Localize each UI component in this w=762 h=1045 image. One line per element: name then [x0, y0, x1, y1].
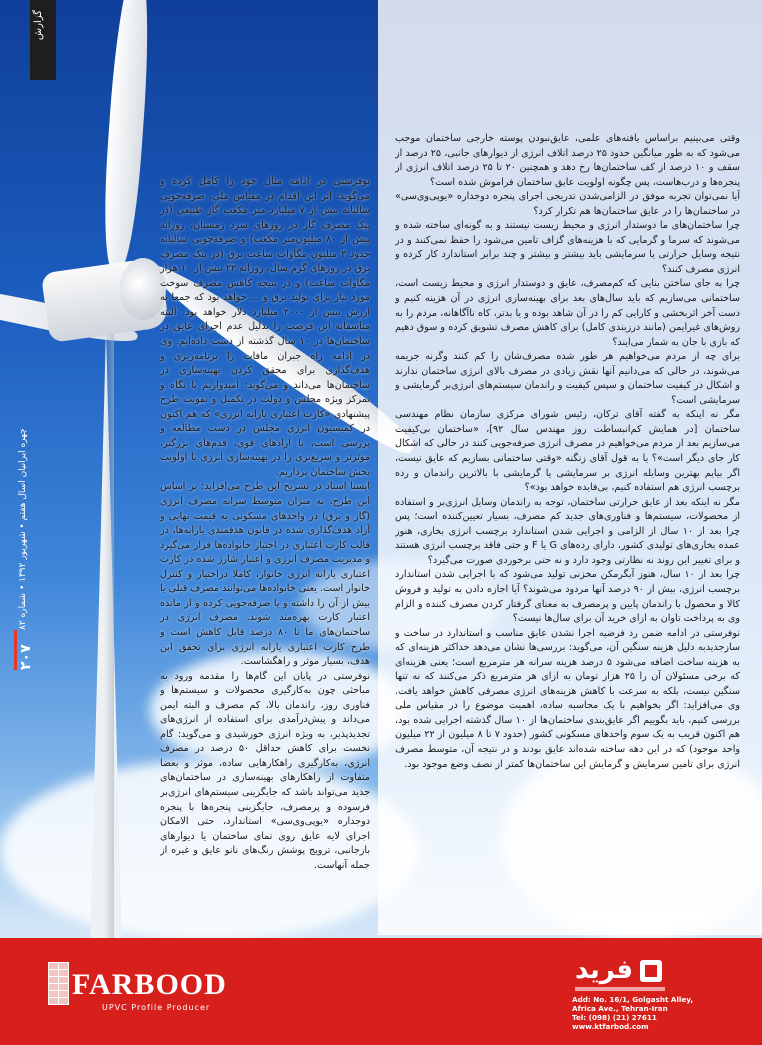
turbine-tower-shade [104, 330, 114, 950]
issue-side-label: چهره ایرانیان اسال هفتم • شهریور ۱۳۹۲ • شماره ۸۲ [18, 428, 28, 630]
paragraph: مگر نه اینکه بعد از عایق حرارتی ساختمان، توجه به راندمان وسایل انرژی‌بر و استفاده از محصولات، سیستم‌ها و فناوری‌های جدید کم مصرف، بسیار تعیین‌کننده است؛ پس چرا بعد از ۱۰ سال از الزامی و اجرایی شدن استاندارد برچسب انرژی بخاری، هنوز عمده بخاری‌های تولیدی کشور، دارای رده‌های G یا F و حتی فاقد برچسب انرژی هستند و برای تغییر این روند نه نظارتی وجود دارد و نه حتی برخوردی صورت می‌گیرد؟ [395, 496, 740, 566]
turbine-blade [99, 0, 155, 271]
paragraph: چرا بعد از ۱۰ سال، هنوز آبگرمکن مخزنی تولید می‌شود که با اجرایی شدن استاندارد برچسب انرژی، بیش از ۹۰ درصد آنها مردود می‌شوند؟ آیا اجازه دادن به تولید و فروش کالا و محصول با راندمان پایین و پرمصرف به معنای گرفتار کردن مصرف کننده و الزام وی به پرداخت تاوان به ازای خرید آن برای سال‌ها نیست؟ [395, 569, 740, 625]
paragraph: مگر نه اینکه به گفته آقای ترکان، رئیس شورای مرکزی سازمان نظام مهندسی ساختمان [در همایش کم‌انبساطت روز مهندس سال ۹۲]، «ساختمان بی‌کیفیت می‌سازیم بعد از مردم می‌خواهیم در مصرف انرژی صرفه‌جویی کنند در حالی که اشکال کار جای دیگر است»؟ یا به قول آقای زنگنه «وقتی ساختمانی بسازیم که عایق نیست، اگر بیایم بهترین وسایله انرژی بر سرمایشی یا گرمایشی با بالاترین راندمان و رده برچسب انرژی هم استفاده کنیم، بی‌فایده خواهد بود»؟ [395, 409, 740, 494]
paragraph: نوفرستی در ادامه مثال خود را کامل کرده و می‌گوید: اثر این اقدام در مقیاس ملی، صرفه‌جویی سالیانه بیش از ۷ میلیارد متر مکعب گاز طبیعی (در پیک مصرف گاز در روزهای سرد زمستان، روزانه بیش از ۸۰ میلیون‌متر مکعب) و صرفه‌جویی سالیانه حدود ۲ میلیون مگاوات ساعت برق (در پیک مصرف برق در روزهای گرم سال، روزانه ۲۲ بیش از ۱۰ هزار مگاوات ساعت) و در نتیجه کاهش مصرف سوخت مورد نیاز برای تولید برق و ... خواهد بود که جمعا به ارزش بیش از ۲۰۰۰ میلیارد دلار خواهد بود. البته متاسفانه این فرصت را بدلیل عدم اجرای عایق در ساختمان‌ها در ۱۰ سال گذشته از دست داده‌ایم. وی در ادامه راه جبران مافات را برنامه‌ریزی و هدف‌گذاری برای محقق کردن بهینه‌سازی در ساختمان‌ها می‌داند و می‌گوید: امیدواریم با نگاه و تمرکز ویژه مجلس و دولت در تکمیل و تقویت طرح پیشنهادی «کارت اعتباری یارانه انرژی» که هم اکنون در کمیسیون انرژی مجلس در دست مطالعه و بررسی است، با ارادهای قوی، قدم‌های بزرگتر، موثرتر و سریع‌تری را در بهینه‌سازی انرژی با اولویت بخش ساختمان برداریم. [160, 176, 370, 478]
page-number-accent [14, 630, 17, 670]
address-line: Tel: (098) (21) 27611 [572, 1013, 657, 1022]
section-tab [30, 0, 56, 80]
left-column-text [160, 175, 370, 935]
right-column-text [395, 132, 740, 928]
paragraph: ایسنا استاد در تشریح این طرح می‌افزاید: بر اساس این طرح، به میزان متوسط سرانه مصرف انرژی (گاز و برق) در واحدهای مسکونی به قیمت نهایی و آزاد هدف‌گذاری شده در قانون هدفمندی یارانه‌ها، در قالب کارت اعتباری در اختیار خانواده‌ها قرار می‌گیرد و مدیریت مصرف انرژی و اعتبار شارژ شده در کارت اعتباری یارانه انرژی خانوار، کاملا دراختیار و کنترل خانوار است. یعنی خانواده‌ها می‌توانند مصرف قبلی یا بیش از آن را داشته و یا صرفه‌جویی کرده و از مانده اعتبار کارت بهره‌مند شوند. مصرف انرژی در ساختمان‌های ما تا ۸۰ درصد قابل کاهش است و طرح کارت اعتباری یارانه انرژی برای تحقق این هدف، بسیار موثر و راهگشاست. [160, 481, 370, 668]
page-number: ۲۰۷ [18, 644, 34, 670]
paragraph: چرا ساختمان‌های ما دوستدار انرژی و محیط زیست نیستند و به گونه‌ای ساخته شده و می‌شوند که سرما و گرمایی که با هزینه‌های گزاف تامین می‌شود را حفظ نمی‌کنند و در نتیجه وسایل حرارتی یا سرمایشی باید بیشتر و بیشتر و چند برابر استاندارد کار کرده و انرژی مصرف کنند؟ [395, 220, 740, 275]
paragraph: چرا به جای ساختن بنایی که کم‌مصرف، عایق و دوستدار انرژی و محیط زیست است، ساختمانی می‌سازیم که باید سال‌های بعد برای بهینه‌سازی انرژی در آن هزینه کنیم و دست آخر اثربخشی و کارایی کم را در آن شاهد بوده و یا بدتر، کاه ناآگاهانه، مردم را به روش‌های غیرایمن (مانند درزبندی کامل) برای کاهش مصرف تشویق کرده و سوق دهیم که بازی با جان به شمار می‌ایند؟ [395, 278, 740, 348]
address-line: Add: No. 16/1, Golgasht Alley, [572, 995, 694, 1004]
paragraph: برای چه از مردم می‌خواهیم هر طور شده مصرف‌شان را کم کنند وگرنه جریمه می‌شوند، در حالی که می‌دانیم آنها نقش زیادی در مصرف بالای انرژی ساختمان ندارند و اشکال در کیفیت ساختمان و سپس کیفیت و راندمان سیستم‌های انرژی‌بر گرمایشی و سرمایشی است؟ [395, 351, 740, 406]
brand-name-en: FARBOOD [72, 968, 227, 1001]
brand-name-fa: فرید [575, 955, 633, 985]
website-link[interactable]: www.ktfarbod.com [572, 1022, 649, 1031]
paragraph: نوفرستی در ادامه ضمن رد فرضیه اجرا نشدن عایق مناسب و استاندارد در ساخت و سازجدیدبه دلیل هزینه سنگین آن، می‌گوید: بررسی‌ها نشان می‌دهد حداکثر هزینه‌ای که به هزینه ساخت اضافه می‌شود ۵ درصد هزینه سرانه هر مترمربع است؛ یعنی هزینه‌ای که برخی مسئولان آن را ۲۵ هزار تومان به ازای هر مترمربع ذکر می‌کنند که نه تنها سنگین نیست، بلکه به سرعت با کاهش هزینه‌های انرژی مصرفی کاهش خواهد یافت. وی می‌افزاید: اگر بخواهیم با یک محاسبه ساده، اهمیت موضوع را در مقیاس ملی بررسی کنیم، باید بگوییم اگر عایق‌بندی ساختمان‌ها از ۱۰ سال گذشته اجرایی شده بود، هم اکنون قریب به یک سوم واحدهای مسکونی کشور (حدود ۷ تا ۸ میلیون از ۲۲ میلیون واحد موجود) که در این دهه ساخته شده‌اند عایق بودند و در نتیجه آن، متوسط مصرف انرژی برای تامین سرمایش و گرمایش این ساختمان‌ها کمتر از نصف وضع موجود بود. [395, 627, 740, 770]
company-address [572, 995, 693, 1031]
paragraph: نوفرستی در پایان این گام‌ها را مقدمه ورود به مباحثی چون به‌کارگیری محصولات و سیستم‌ها و فناوری روز، راندمان بالا، کم مصرف و البته ایمن می‌داند و پیش‌درآمدی برای استفاده از انرژی‌های تجدیدپذیر، به ویژه انرژی خورشیدی و می‌گوید: گام نخست برای کاهش حداقل ۵۰ درصد در مصرف انرژی، به‌کارگیری راهکارهایی ساده، موثر و بعضا متفاوت از راهکارهای بهینه‌سازی در ساختمان‌های جدید می‌تواند باشد که جایگزینی سیستم‌های انرژی‌بر فرسوده و پرمصرف، جایگزینی پنجره‌ها با پنجره دوجداره «یوپی‌وی‌سی» استاندارد، حتی الامکان اجرای لایه عایق روی نمای ساختمان یا دیوارهای بازجانبی، ترویج پوشش رنگ‌های نانو عایق و غیره از جمله آنهاست. [160, 670, 370, 871]
address-line: Africa Ave., Tehran-Iran [572, 1004, 668, 1013]
paragraph: وقتی می‌بینیم براساس یافته‌های علمی، عایق‌نبودن پوسته خارجی ساختمان موجب می‌شود که به طور میانگین حدود ۲۵ درصد اتلاف انرژی از دیوارهای جانبی، ۲۵ درصد از سقف و ۱۰ درصد از کف ساختمان‌ها رخ دهد و همچنین ۲۰ تا ۲۵ درصد اتلاف انرژی از پنجره‌ها و درب‌هاست، پس چگونه اولویت عایق ساختمان فراموش شده است؟ [395, 133, 740, 188]
brand-fa-icon [640, 960, 662, 982]
brand-fa-tagline [575, 987, 665, 991]
paragraph: آیا نمی‌توان تجربه موفق در الزامی‌شدن تدریجی اجرای پنجره دوجداره «یوپی‌وی‌سی» در ساختمان‌ها را در عایق ساختمان‌ها هم تکرار کرد؟ [395, 191, 740, 217]
section-tab-label: گزارش [33, 10, 44, 41]
brand-tagline: UPVC Profile Producer [102, 1003, 211, 1012]
